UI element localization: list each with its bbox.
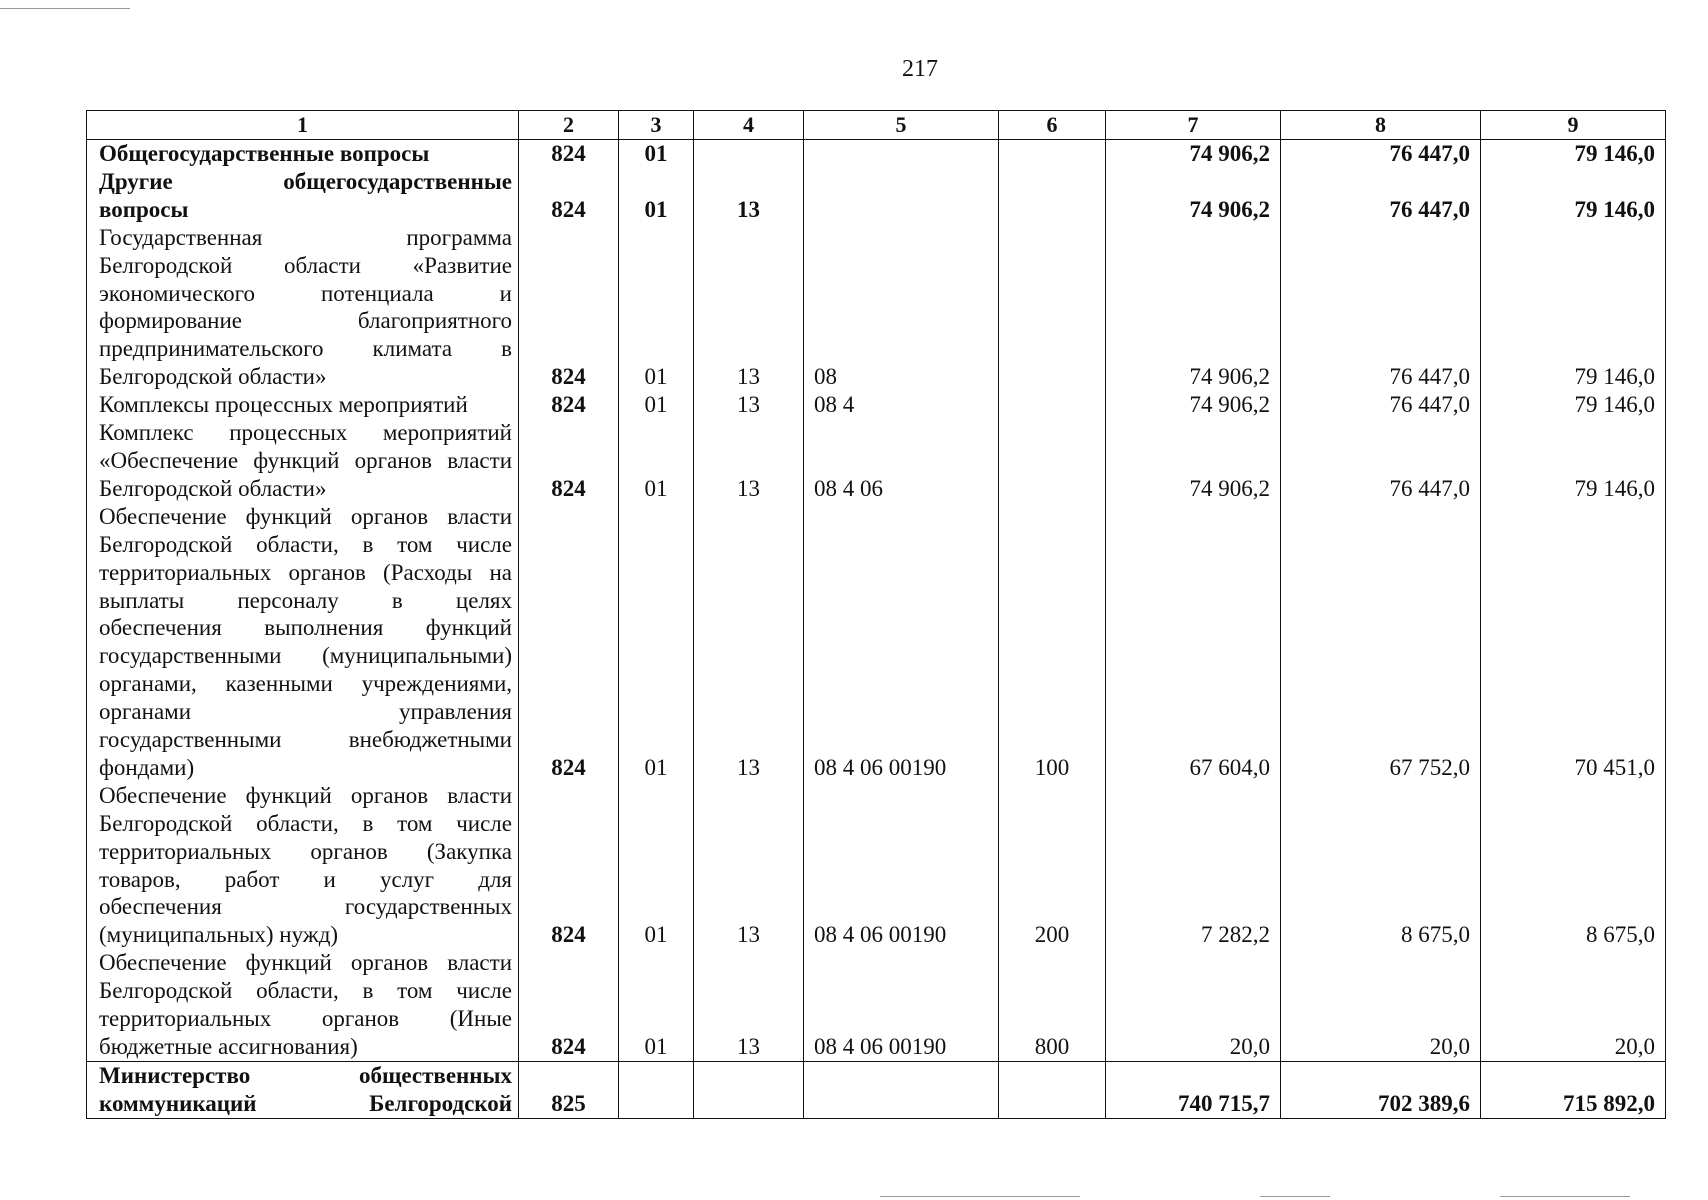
cell-name	[87, 782, 519, 949]
scan-artifact-line	[0, 8, 130, 9]
column-header: 2	[519, 111, 619, 140]
cell-col-6: 100	[999, 503, 1106, 782]
cell-col-2: 824	[519, 949, 619, 1061]
name-line: органами управления	[99, 699, 512, 725]
cell-col-8: 702 389,6	[1281, 1061, 1481, 1118]
name-line: Комплекс процессных мероприятий	[99, 420, 512, 446]
scan-artifact-line	[880, 1196, 1080, 1197]
cell-col-7: 74 906,2	[1106, 419, 1281, 503]
name-line: формирование благоприятного	[99, 308, 512, 334]
cell-col-8: 76 447,0	[1281, 168, 1481, 224]
name-line: территориальных органов (Закупка	[99, 838, 512, 864]
cell-name	[87, 949, 519, 1061]
cell-col-2: 824	[519, 391, 619, 419]
cell-col-5: 08 4	[804, 391, 999, 419]
name-line: Белгородской области, в том числе	[99, 810, 512, 836]
name-line: Обеспечение функций органов власти	[99, 503, 512, 529]
cell-name	[87, 503, 519, 782]
cell-name	[87, 391, 519, 419]
cell-col-8: 76 447,0	[1281, 419, 1481, 503]
cell-col-3: 01	[619, 419, 694, 503]
cell-col-4: 13	[694, 224, 804, 391]
name-line: выплаты персоналу в целях	[99, 587, 512, 613]
cell-col-3	[619, 1061, 694, 1118]
cell-col-6: 200	[999, 782, 1106, 949]
name-line: коммуникаций Белгородской	[99, 1090, 512, 1116]
name-line: Белгородской области, в том числе	[99, 531, 512, 557]
name-line: территориальных органов (Расходы на	[99, 559, 512, 585]
cell-col-2: 824	[519, 224, 619, 391]
cell-col-9: 20,0	[1481, 949, 1666, 1061]
name-line: государственными (муниципальными)	[99, 643, 512, 669]
cell-col-6	[999, 224, 1106, 391]
cell-col-6	[999, 140, 1106, 168]
cell-col-8: 67 752,0	[1281, 503, 1481, 782]
cell-col-3: 01	[619, 224, 694, 391]
cell-name	[87, 168, 519, 224]
column-header: 3	[619, 111, 694, 140]
cell-col-7: 74 906,2	[1106, 140, 1281, 168]
cell-col-3: 01	[619, 140, 694, 168]
column-header: 5	[804, 111, 999, 140]
column-header: 8	[1281, 111, 1481, 140]
cell-col-7: 74 906,2	[1106, 391, 1281, 419]
cell-col-8: 76 447,0	[1281, 224, 1481, 391]
cell-col-7: 7 282,2	[1106, 782, 1281, 949]
cell-col-7: 67 604,0	[1106, 503, 1281, 782]
cell-col-4	[694, 140, 804, 168]
name-line: Комплексы процессных мероприятий	[99, 392, 468, 418]
name-line: (муниципальных) нужд)	[99, 922, 339, 948]
name-line: Белгородской области, в том числе	[99, 978, 512, 1004]
cell-col-6	[999, 1061, 1106, 1118]
cell-col-5: 08 4 06 00190	[804, 503, 999, 782]
cell-col-6	[999, 419, 1106, 503]
cell-col-3: 01	[619, 503, 694, 782]
page-number: 217	[902, 56, 938, 82]
cell-name	[87, 224, 519, 391]
budget-table	[86, 110, 1666, 1119]
name-line: бюджетные ассигнования)	[99, 1034, 358, 1059]
table-row	[87, 782, 1666, 949]
column-header: 9	[1481, 111, 1666, 140]
cell-col-4: 13	[694, 503, 804, 782]
cell-col-5: 08	[804, 224, 999, 391]
name-line: товаров, работ и услуг для	[99, 866, 512, 892]
cell-col-4	[694, 1061, 804, 1118]
name-line: экономического потенциала и	[99, 280, 512, 306]
name-line: Обеспечение функций органов власти	[99, 950, 512, 976]
cell-col-4: 13	[694, 391, 804, 419]
name-line: Белгородской области «Развитие	[99, 252, 512, 278]
table-row	[87, 168, 1666, 224]
table-row	[87, 391, 1666, 419]
cell-col-5	[804, 140, 999, 168]
cell-col-5: 08 4 06	[804, 419, 999, 503]
table-row	[87, 1061, 1666, 1118]
name-line: Министерство общественных	[99, 1062, 512, 1088]
cell-col-6: 800	[999, 949, 1106, 1061]
cell-name	[87, 140, 519, 168]
name-line: органами, казенными учреждениями,	[99, 671, 512, 697]
table-header-row	[87, 111, 1666, 140]
cell-col-5: 08 4 06 00190	[804, 782, 999, 949]
table-row	[87, 140, 1666, 168]
name-line: Общегосударственные вопросы	[99, 141, 430, 166]
cell-col-4: 13	[694, 419, 804, 503]
table-row	[87, 224, 1666, 391]
name-line: Другие общегосударственные	[99, 168, 512, 194]
cell-col-7: 740 715,7	[1106, 1061, 1281, 1118]
cell-col-4: 13	[694, 782, 804, 949]
cell-col-4: 13	[694, 168, 804, 224]
scan-artifact-line	[1500, 1196, 1630, 1197]
column-header: 1	[87, 111, 519, 140]
cell-col-9: 8 675,0	[1481, 782, 1666, 949]
cell-col-6	[999, 168, 1106, 224]
cell-name	[87, 419, 519, 503]
cell-col-7: 74 906,2	[1106, 168, 1281, 224]
name-line: Белгородской области»	[99, 364, 327, 390]
cell-col-2: 824	[519, 419, 619, 503]
cell-col-9: 79 146,0	[1481, 224, 1666, 391]
cell-col-5	[804, 168, 999, 224]
cell-col-8: 76 447,0	[1281, 391, 1481, 419]
column-header: 7	[1106, 111, 1281, 140]
cell-col-9: 70 451,0	[1481, 503, 1666, 782]
column-header: 4	[694, 111, 804, 140]
cell-col-9: 79 146,0	[1481, 391, 1666, 419]
cell-col-5	[804, 1061, 999, 1118]
column-header: 6	[999, 111, 1106, 140]
name-line: «Обеспечение функций органов власти	[99, 447, 512, 473]
name-line: фондами)	[99, 754, 195, 780]
cell-col-6	[999, 391, 1106, 419]
name-line: Государственная программа	[99, 224, 512, 250]
cell-col-2: 824	[519, 782, 619, 949]
name-line: обеспечения государственных	[99, 894, 512, 920]
name-line: вопросы	[99, 196, 189, 222]
cell-col-4: 13	[694, 949, 804, 1061]
cell-col-5: 08 4 06 00190	[804, 949, 999, 1061]
cell-col-9: 79 146,0	[1481, 168, 1666, 224]
name-line: государственными внебюджетными	[99, 727, 512, 753]
cell-col-9: 79 146,0	[1481, 140, 1666, 168]
cell-col-9: 79 146,0	[1481, 419, 1666, 503]
cell-col-2: 824	[519, 168, 619, 224]
name-line: предпринимательского климата в	[99, 336, 512, 362]
table-body	[87, 140, 1666, 1119]
cell-col-8: 76 447,0	[1281, 140, 1481, 168]
table-row	[87, 419, 1666, 503]
cell-col-8: 20,0	[1281, 949, 1481, 1061]
cell-col-7: 74 906,2	[1106, 224, 1281, 391]
cell-name	[87, 1061, 519, 1118]
cell-col-3: 01	[619, 168, 694, 224]
cell-col-7: 20,0	[1106, 949, 1281, 1061]
table-row	[87, 503, 1666, 782]
cell-col-2: 824	[519, 140, 619, 168]
cell-col-9: 715 892,0	[1481, 1061, 1666, 1118]
cell-col-3: 01	[619, 782, 694, 949]
name-line: Обеспечение функций органов власти	[99, 782, 512, 808]
table-row	[87, 949, 1666, 1061]
cell-col-8: 8 675,0	[1281, 782, 1481, 949]
scan-artifact-line	[1260, 1196, 1330, 1197]
cell-col-2: 824	[519, 503, 619, 782]
name-line: Белгородской области»	[99, 475, 327, 501]
name-line: обеспечения выполнения функций	[99, 615, 512, 641]
cell-col-3: 01	[619, 391, 694, 419]
cell-col-3: 01	[619, 949, 694, 1061]
cell-col-2: 825	[519, 1061, 619, 1118]
name-line: территориальных органов (Иные	[99, 1006, 512, 1032]
